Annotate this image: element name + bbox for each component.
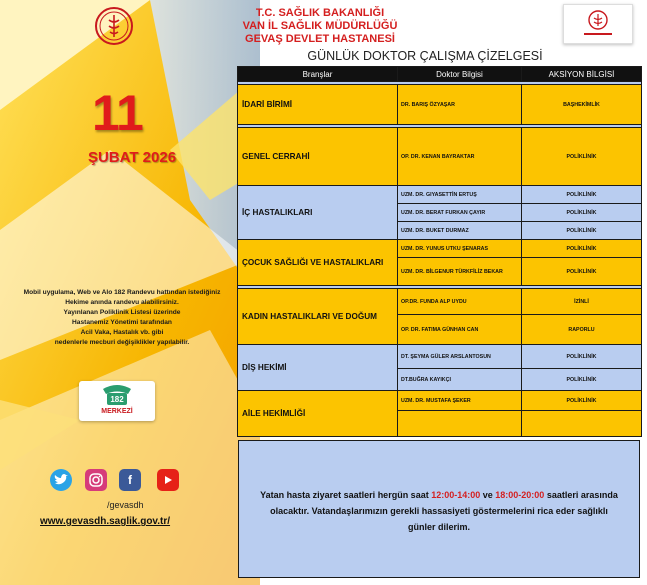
action-status: RAPORLU xyxy=(522,315,642,345)
action-status: POLİKLİNİK xyxy=(522,369,642,391)
date-month: ŞUBAT 2026 xyxy=(87,149,177,166)
note-prefix: Yatan hasta ziyaret saatleri hergün saat xyxy=(260,490,432,500)
visiting-time-2: 18:00-20:00 xyxy=(495,490,545,500)
branch-name: AİLE HEKİMLİĞİ xyxy=(238,391,398,437)
date-day: 11 xyxy=(92,85,143,141)
doctor-name: OP.DR. FUNDA ALP UYDU xyxy=(398,289,522,315)
badge-number: 182 xyxy=(110,395,124,404)
table-row xyxy=(238,85,642,125)
doctor-name: DT.BUĞRA KAYIKÇI xyxy=(398,369,522,391)
action-status: POLİKLİNİK xyxy=(522,128,642,186)
table-row xyxy=(238,289,642,315)
doctor-name: UZM. DR. BERAT FURKAN ÇAYIR xyxy=(398,204,522,222)
doctor-name: DT. ŞEYMA GÜLER ARSLANTOSUN xyxy=(398,345,522,369)
visiting-time-1: 12:00-14:00 xyxy=(431,490,481,500)
visiting-hours-text xyxy=(257,487,621,535)
table-row xyxy=(238,345,642,369)
branch-name: DİŞ HEKİMİ xyxy=(238,345,398,391)
website-link[interactable]: www.gevasdh.saglik.gov.tr/ xyxy=(40,516,171,527)
doctor-name: UZM. DR. BİLGENUR TÜRKFİLİZ BEKAR xyxy=(398,258,522,286)
branch-name: ÇOCUK SAĞLIĞI VE HASTALIKLARI xyxy=(238,240,398,286)
instagram-icon[interactable] xyxy=(85,469,107,491)
social-handle: /gevasdh xyxy=(107,500,144,510)
info-line: Yayınlanan Poliklinik Listesi üzerinde xyxy=(63,309,181,316)
branch-name: GENEL CERRAHİ xyxy=(238,128,398,186)
branch-name: KADIN HASTALIKLARI VE DOĞUM xyxy=(238,289,398,345)
doctor-name: UZM. DR. YUNUS UTKU ŞENARAS xyxy=(398,240,522,258)
action-status: POLİKLİNİK xyxy=(522,240,642,258)
header-line-hospital: GEVAŞ DEVLET HASTANESİ xyxy=(245,33,395,45)
badge-label: MERKEZİ xyxy=(101,408,133,415)
header-line-directorate: VAN İL SAĞLIK MÜDÜRLÜĞÜ xyxy=(242,20,398,32)
action-status: POLİKLİNİK xyxy=(522,186,642,204)
table-row xyxy=(238,240,642,258)
table-row xyxy=(238,128,642,186)
doctor-schedule-table xyxy=(237,66,642,437)
info-line: nedenlerle mecburi değişiklikler yapılabilir. xyxy=(54,339,190,346)
action-status: POLİKLİNİK xyxy=(522,222,642,240)
action-status: POLİKLİNİK xyxy=(522,345,642,369)
note-suffix: saatleri arasında olacaktır. Vatandaşlarımızın gerekli hassasiyeti göstermelerini rica eder sağlıklı günler dilerim. xyxy=(270,490,618,532)
column-header: AKSİYON BİLGİSİ xyxy=(522,67,642,82)
doctor-name: OP. DR. KENAN BAYRAKTAR xyxy=(398,128,522,186)
ministry-logo-card xyxy=(563,4,633,44)
action-status: İZİNLİ xyxy=(522,289,642,315)
table-row xyxy=(238,391,642,411)
doctor-name: OP. DR. FATIMA GÜNHAN CAN xyxy=(398,315,522,345)
note-middle: ve xyxy=(480,490,496,500)
emblem-icon xyxy=(564,5,632,43)
doctor-name: UZM. DR. BUKET DURMAZ xyxy=(398,222,522,240)
twitter-icon[interactable] xyxy=(50,469,72,491)
header-line-ministry: T.C. SAĞLIK BAKANLIĞI xyxy=(255,7,385,19)
ministry-logo xyxy=(94,6,134,46)
branch-name: İÇ HASTALIKLARI xyxy=(238,186,398,240)
branch-name: İDARİ BİRİMİ xyxy=(238,85,398,125)
alo-182-badge xyxy=(79,381,155,421)
doctor-name: UZM. DR. GIYASETTİN ERTUŞ xyxy=(398,186,522,204)
visiting-hours-note xyxy=(238,440,640,578)
doctor-name: UZM. DR. MUSTAFA ŞEKER xyxy=(398,391,522,411)
info-line: Mobil uygulama, Web ve Alo 182 Randevu hattından istediğiniz xyxy=(23,289,221,296)
action-status: POLİKLİNİK xyxy=(522,391,642,411)
info-line: Hekime anında randevu alabilirsiniz. xyxy=(65,299,179,306)
column-header: Branşlar xyxy=(238,67,398,82)
youtube-icon[interactable] xyxy=(157,469,179,491)
page-title: GÜNLÜK DOKTOR ÇALIŞMA ÇİZELGESİ xyxy=(307,49,543,63)
doctor-name xyxy=(398,411,522,437)
facebook-icon[interactable]: f xyxy=(119,469,141,491)
info-line: Hastanemiz Yönetimi tarafından xyxy=(72,319,172,326)
phone-icon xyxy=(79,381,155,421)
table-header-row xyxy=(238,67,642,82)
action-status: POLİKLİNİK xyxy=(522,204,642,222)
action-status: BAŞHEKİMLİK xyxy=(522,85,642,125)
appointment-info xyxy=(2,288,242,348)
info-line: Acil Vaka, Hastalık vb. gibi xyxy=(80,329,164,336)
table-row xyxy=(238,186,642,204)
action-status xyxy=(522,411,642,437)
column-header: Doktor Bilgisi xyxy=(398,67,522,82)
action-status: POLİKLİNİK xyxy=(522,258,642,286)
doctor-name: DR. BARIŞ ÖZYAŞAR xyxy=(398,85,522,125)
